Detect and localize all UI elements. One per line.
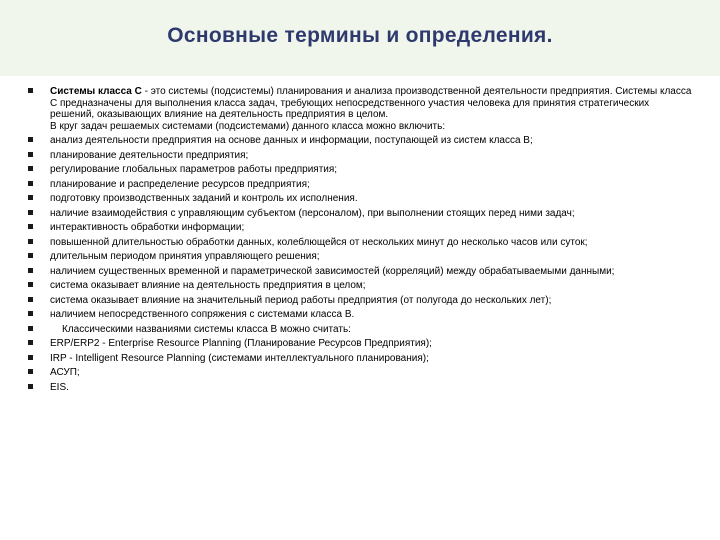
classics-list (28, 338, 692, 393)
bullet-icon (28, 137, 33, 142)
bullet-icon (28, 311, 33, 316)
list-item (28, 164, 692, 176)
bullet-icon (28, 340, 33, 345)
list-item (28, 208, 692, 220)
list-item (28, 266, 692, 278)
list-item (28, 135, 692, 147)
list-item (28, 295, 692, 307)
classic-item (28, 353, 692, 365)
list-item (28, 251, 692, 263)
task-list (28, 135, 692, 321)
list-item-text: повышенной длительностью обработки данных, колеблющейся от нескольких минут до несколько часов или суток; (50, 236, 588, 248)
intro-followup: В круг задач решаемых системами (подсистемами) данного класса можно включить: (50, 120, 446, 132)
list-item (28, 179, 692, 191)
bullet-icon (28, 297, 33, 302)
classic-item (28, 382, 692, 394)
bullet-icon (28, 88, 33, 93)
list-item-text: подготовку производственных заданий и контроль их исполнения. (50, 193, 358, 204)
list-item-text: регулирование глобальных параметров работы предприятия; (50, 164, 338, 175)
list-item (28, 150, 692, 162)
bullet-icon (28, 152, 33, 157)
classic-item-text: ERP/ERP2 - Enterprise Resource Planning (Планирование Ресурсов Предприятия); (50, 338, 432, 349)
bullet-icon (28, 282, 33, 287)
bullet-icon (28, 268, 33, 273)
bullet-icon (28, 239, 33, 244)
bullet-icon (28, 369, 33, 374)
classic-item-text: IRP - Intelligent Resource Planning (системами интеллектуального планирования); (50, 352, 429, 364)
slide-content (28, 86, 692, 396)
classic-item (28, 338, 692, 350)
list-item (28, 193, 692, 205)
bullet-icon (28, 384, 33, 389)
intro-item (28, 86, 692, 132)
list-item-text: длительным периодом принятия управляющего решения; (50, 251, 320, 262)
classics-heading-item (28, 324, 692, 336)
list-item-text: интерактивность обработки информации; (50, 222, 245, 233)
bullet-icon (28, 166, 33, 171)
bullet-icon (28, 181, 33, 186)
bullet-icon (28, 210, 33, 215)
list-item (28, 237, 692, 249)
bullet-icon (28, 195, 33, 200)
list-item-text: анализ деятельности предприятия на основе данных и информации, поступающей из систем класса В; (50, 135, 533, 146)
classics-heading: Классическими названиями системы класса В можно считать: (62, 323, 351, 335)
list-item-text: планирование деятельности предприятия; (50, 149, 249, 161)
intro-term: Системы класса С (50, 86, 142, 97)
page-title: Основные термины и определения. (167, 24, 553, 47)
list-item-text: наличие взаимодействия с управляющим субъектом (персоналом), при выполнении стоящих перед ними задач; (50, 207, 575, 219)
bullet-icon (28, 355, 33, 360)
list-item-text: наличием непосредственного сопряжения с системами класса В. (50, 309, 355, 320)
classic-item-text: АСУП; (50, 367, 80, 378)
list-item (28, 309, 692, 321)
list-item-text: система оказывает влияние на деятельность предприятия в целом; (50, 280, 366, 291)
list-item (28, 280, 692, 292)
classic-item (28, 367, 692, 379)
classic-item-text: EIS. (50, 381, 69, 393)
list-item-text: наличием существенных временной и параметрической зависимостей (корреляций) между обрабатываемыми данными; (50, 265, 615, 277)
bullet-icon (28, 326, 33, 331)
bullet-icon (28, 224, 33, 229)
bullet-icon (28, 253, 33, 258)
list-item-text: планирование и распределение ресурсов предприятия; (50, 178, 310, 190)
list-item-text: система оказывает влияние на значительный период работы предприятия (от полугода до нескольких лет); (50, 294, 552, 306)
intro-text: - это системы (подсистемы) планирования и анализа производственной деятельности предприятия. Системы класса С предназначены для выполнения класса задач, требующих непосредственного участия человека для принятия стратегических решений, оказывающих влияние на деятельность предприятия в целом. (50, 86, 692, 120)
list-item (28, 222, 692, 234)
